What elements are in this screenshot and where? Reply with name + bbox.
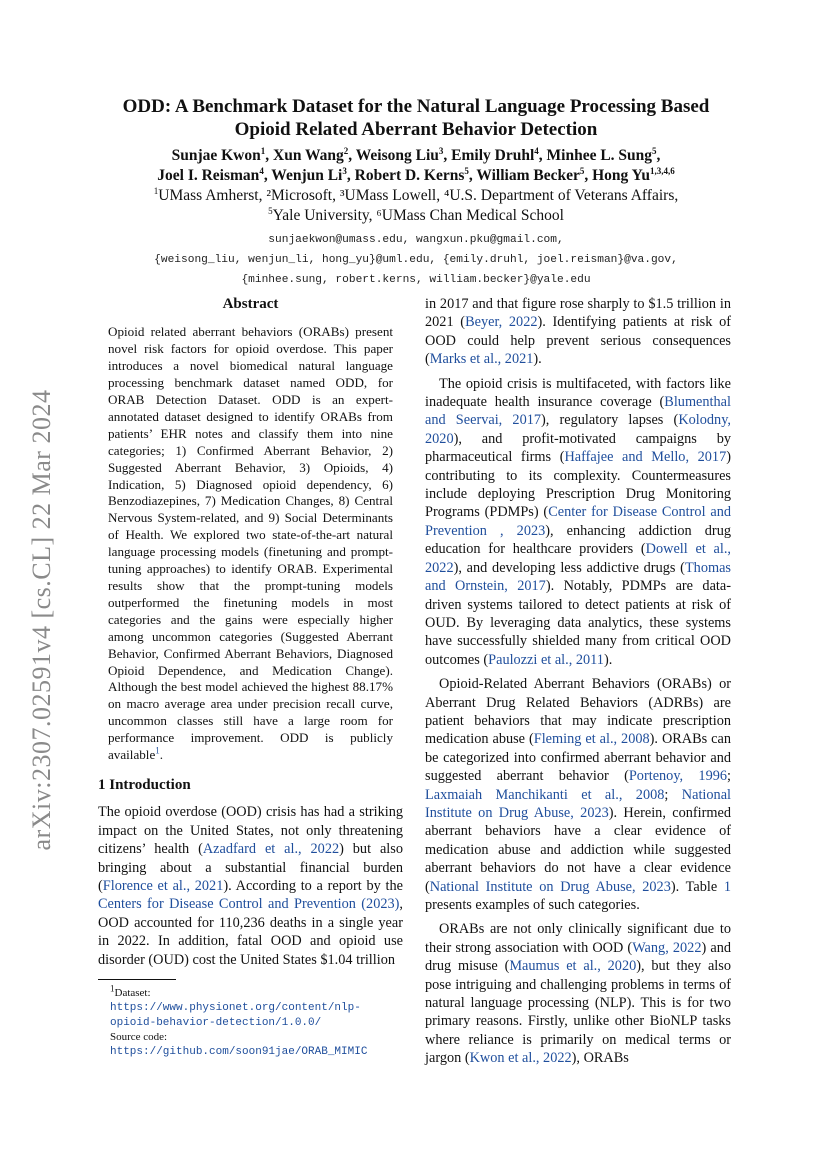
arxiv-sidebar [22,360,62,880]
author: Xun Wang$^2$, [273,145,356,164]
author: Minhee L. Sung$^5$, [546,145,661,164]
paragraph: The opioid crisis is multifaceted, with factors like inadequate health insurance coverage (Blumenthal and Seervai, 2017), regulatory lapses (Kolodny, 2020), and profit-motivated campaigns by pharmaceutical firms (Haffajee and Mello, 2017) contributing to its complexity. Countermeasures include deploying Prescription Drug Monitoring Programs (PDMPs) (Center for Disease Control and Prevention , 2023), enhancing addiction drug education for healthcare providers (Dowell et al., 2022), and developing less addictive drugs (Thomas and Ornstein, 2017). Notably, PDMPs are data-driven systems tailored to detect patients at risk of OUD. By leveraging data analytics, these systems have successfully shielded many from critical OOD outcomes (Paulozzi et al., 2011). [425,375,731,668]
paragraph: in 2017 and that figure rose sharply to $1.5 trillion in 2021 (Beyer, 2022). Identifying patients at risk of OOD could help prevent serious consequences (Marks et al., 2021). [425,296,731,368]
citation-link[interactable]: Haffajee and Mello, 2017 [564,449,727,466]
right-column [425,295,731,1068]
left-column [98,295,403,1059]
author-list [96,146,736,186]
footnote: $^1$Dataset: https://www.physionet.org/content/nlp-opioid-behavior-detection/1.0.0/ Source code: https://github.com/soon91jae/ORAB_MIMIC [110,983,368,1059]
affiliations: $^1$UMass Amherst, ²Microsoft, ³UMass Lowell, ⁴U.S. Department of Veterans Affairs, $^5$Yale University, ⁶UMass Chan Medical School [153,185,679,224]
author: Wenjun Li$^3$, [271,165,355,184]
citation-link[interactable]: Thomas and Ornstein, 2017 [425,559,731,595]
author: Joel I. Reisman$^4$, [157,165,272,184]
footnote-link[interactable]: 1 [155,745,160,756]
intro-paragraph: The opioid overdose (OOD) crisis has had a striking impact on the United States, not only threatening citizens’ health (Azadfard et al., 2022) but also bringing about a substantial financial burden (Florence et al., 2021). According to a report by the Centers for Disease Control and Prevention (2023), OOD accounted for 110,236 deaths in a single year in 2022. In addition, fatal OOD and opioid use disorder (OUD) cost the United States $1.04 trillion [98,804,403,968]
citation-link[interactable]: Kolodny, 2020 [425,412,731,447]
author: Emily Druhl$^4$, [451,145,547,164]
author: Weisong Liu$^3$, [355,145,452,164]
citation-link[interactable]: Kwon et al., 2022 [469,1050,572,1067]
arxiv-identifier: arXiv:2307.02591v4 [cs.CL] 22 Mar 2024 [27,389,56,851]
citation-link[interactable]: Blumenthal and Seervai, 2017 [425,394,731,429]
paragraph: Opioid-Related Aberrant Behaviors (ORABs) or Aberrant Drug Related Behaviors (ADRBs) are patient behaviors that may indicate prescription medication abuse (Fleming et al., 2008). ORABs can be categorized into confirmed aberrant behavior and suggested aberrant behavior (Portenoy, 1996; Laxmaiah Manchikanti et al., 2008; National Institute on Drug Abuse, 2023). Herein, confirmed aberrant behaviors have a clear evidence of medication abuse and addiction while suggested aberrant behaviors do not have a clear evidence (National Institute on Drug Abuse, 2023). Table 1 presents examples of such categories. [425,676,732,913]
abstract-text: Opioid related aberrant behaviors (ORABs) present novel risk factors for opioid overdose. This paper introduces a novel biomedical natural language processing benchmark dataset named ODD, for ORAB Detection Dataset. ODD is an expert-annotated dataset designed to identify ORABs from patients’ EHR notes and classify them into nine categories; 1) Confirmed Aberrant Behavior, 2) Suggested Aberrant Behavior, 3) Opioids, 4) Indication, 5) Diagnosed opioid dependency, 6) Benzodiazepines, 7) Medication Changes, 8) Central Nervous System-related, and 9) Social Determinants of Health. We explored two state-of-the-art natural language processing models (finetuning and prompt-tuning approaches) to identify ORAB. Experimental results show that the prompt-tuning models outperformed the finetuning models in most categories and the gains were especially higher among uncommon categories (Suggested Aberrant Behavior, Confirmed Aberrant Behaviors, Diagnosed Opioid Dependence, and Medication Change). Although the best model achieved the highest 88.17% on macro average area under precision recall curve, uncommon classes still have a large room for performance improvement. ODD is publicly available$^1$. [108,324,393,763]
author: Robert D. Kerns$^5$, [354,165,477,184]
dataset-url-link[interactable]: https://www.physionet.org/content/nlp-opioid-behavior-detection/1.0.0/ [110,1002,361,1030]
source-code-url-link[interactable]: https://github.com/soon91jae/ORAB_MIMIC [110,1046,368,1059]
paper-header [96,95,736,290]
citation-link[interactable]: Marks et al., 2021 [429,351,534,368]
citation-link[interactable]: Portenoy, 1996 [628,768,728,785]
citation-link[interactable]: Dowell et al., 2022 [425,541,731,576]
paragraph: ORABs are not only clinically significant due to their strong association with OOD (Wang, 2022) and drug misuse (Maumus et al., 2020), but they also pose intriguing and challenging problems in terms of natural language processing (NLP). This is for two primary reasons. Firstly, unlike other BioNLP tasks where reliance is primarily on medical terms or jargon (Kwon et al., 2022), ORABs [425,921,732,1067]
section-heading-introduction: 1 Introduction [98,776,191,793]
abstract-heading: Abstract [222,296,279,312]
citation-link[interactable]: National Institute on Drug Abuse, 2023 [425,786,732,821]
citation-link[interactable]: National Institute on Drug Abuse, 2023 [429,878,671,895]
citation-link[interactable]: Paulozzi et al., 2011 [488,651,604,668]
citation-link[interactable]: Beyer, 2022 [465,314,538,331]
citation-link[interactable]: Centers for Disease Control and Prevention (2023) [98,896,400,913]
author: Sunjae Kwon$^1$, [171,145,273,164]
citation-link[interactable]: Wang, 2022 [632,939,702,956]
citation-link[interactable]: Florence et al., 2021 [102,878,224,894]
table-reference-link[interactable]: 1 [723,878,732,895]
author-emails: sunjaekwon@umass.edu, wangxun.pku@gmail.com, {weisong_liu, wenjun_li, hong_yu}@uml.edu, {emily.druhl, joel.reisman}@va.gov, {minhee.sung, robert.kerns, william.becker}@yale.edu [154,234,678,286]
author: William Becker$^5$, [476,165,593,184]
paper-title: ODD: A Benchmark Dataset for the Natural Language Processing Based Opioid Related Aberrant Behavior Detection [122,96,710,140]
citation-link[interactable]: Fleming et al., 2008 [533,731,650,748]
footnote-rule [98,979,176,980]
citation-link[interactable]: Maumus et al., 2020 [509,958,637,975]
citation-link[interactable]: Center for Disease Control and Prevention , 2023 [425,504,731,539]
citation-link[interactable]: Laxmaiah Manchikanti et al., 2008 [425,786,665,803]
citation-link[interactable]: Azadfard et al., 2022 [202,841,340,858]
author: Hong Yu$^{1,3,4,6}$ [592,165,675,184]
